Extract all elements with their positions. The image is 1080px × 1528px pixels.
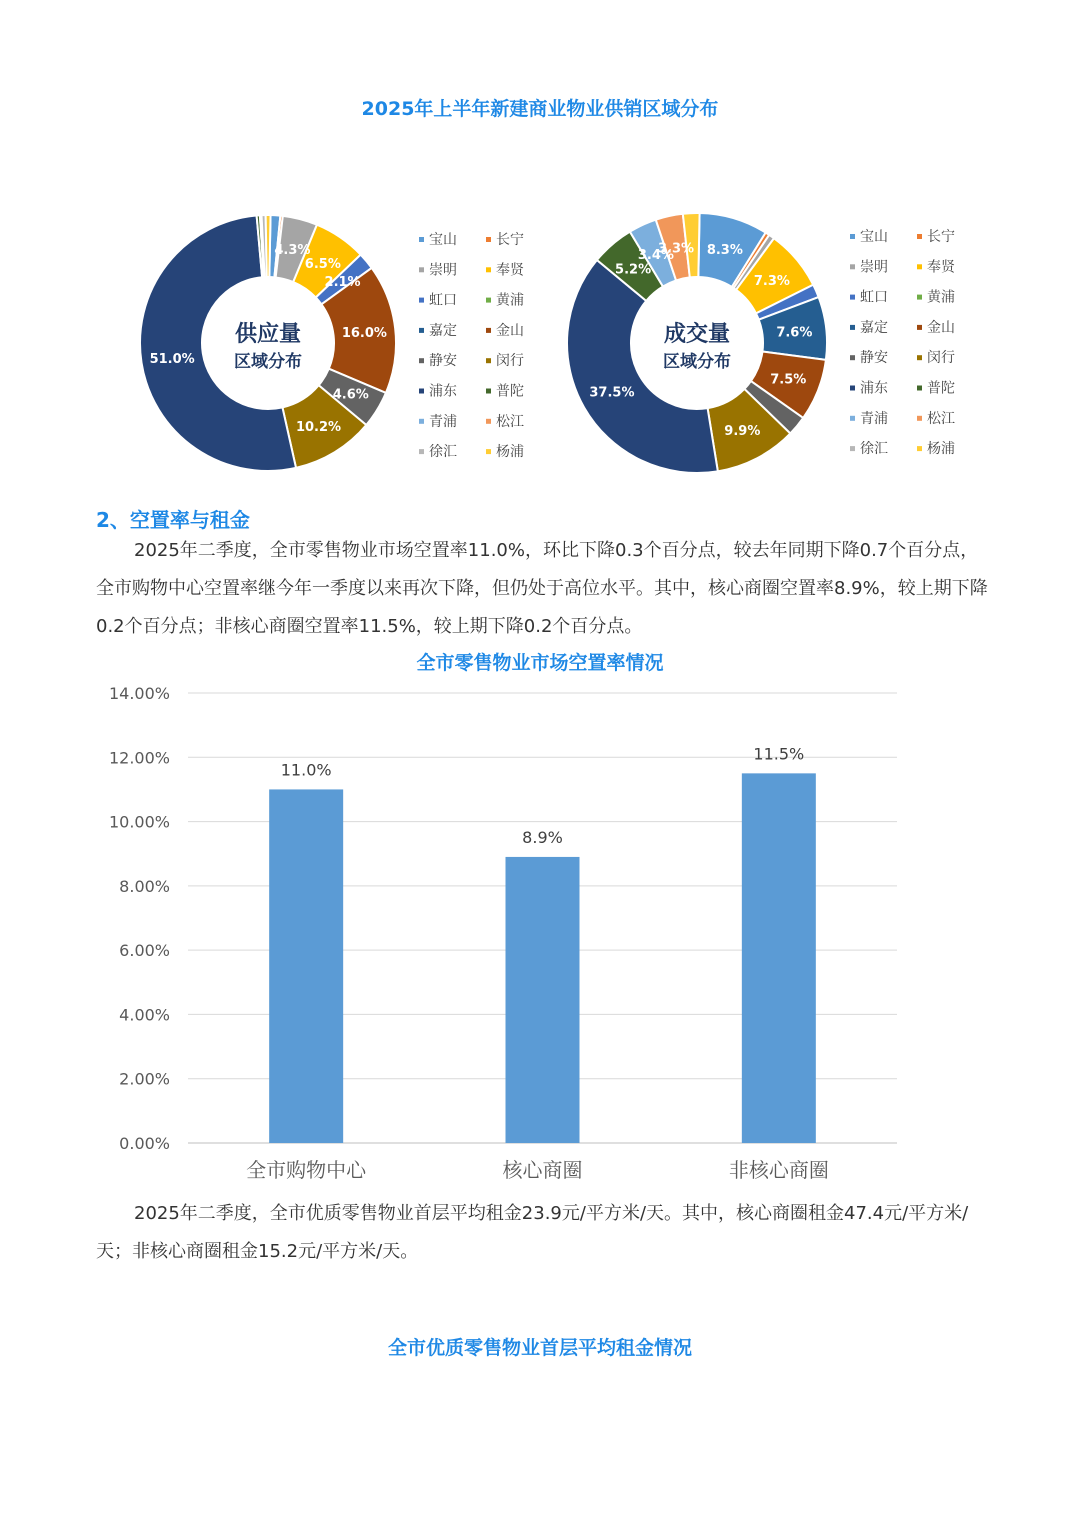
rent-paragraph-text: 2025年二季度，全市优质零售物业首层平均租金23.9元/平方米/天。其中，核心商圈租金47.4元/平方米/天；非核心商圈租金15.2元/平方米/天。 [96, 1203, 969, 1262]
supply-donut-slice-杨浦 [266, 215, 271, 277]
bar [506, 857, 580, 1143]
legend-label: 虹口 [860, 289, 888, 306]
y-tick-label: 8.00% [119, 876, 170, 896]
legend-label: 宝山 [860, 229, 888, 245]
legend-label: 闵行 [496, 353, 524, 370]
legend-label: 金山 [927, 319, 955, 336]
legend-swatch [917, 386, 922, 391]
x-category-label: 全市购物中心 [246, 1158, 367, 1182]
legend-swatch [917, 446, 922, 451]
y-tick-label: 12.00% [108, 748, 170, 768]
legend-swatch [486, 419, 491, 424]
x-category-label: 非核心商圈 [728, 1158, 829, 1182]
deal-donut [567, 213, 827, 473]
legend-label: 黄浦 [927, 289, 955, 306]
supply-donut-center-subtitle: 区域分布 [234, 352, 302, 372]
vacancy-paragraph [96, 532, 996, 646]
legend-label: 青浦 [860, 410, 888, 427]
legend-label: 静安 [429, 353, 457, 370]
legend-label: 长宁 [927, 229, 955, 245]
y-tick-label: 0.00% [119, 1134, 170, 1153]
legend-label: 长宁 [496, 232, 524, 248]
deal-donut-slice-label: 3.3% [657, 241, 695, 257]
legend-swatch [486, 389, 491, 394]
legend-swatch [850, 264, 855, 269]
legend-label: 金山 [496, 322, 524, 339]
supply-donut-slice-label: 51.0% [149, 351, 195, 367]
legend-label: 松江 [496, 413, 524, 430]
vacancy-paragraph-text: 2025年二季度，全市零售物业市场空置率11.0%，环比下降0.3个百分点，较去年同期下降0.7个百分点，全市购物中心空置率继今年一季度以来再次下降，但仍处于高位水平。其中，核心商圈空置率8.9%，较上期下降0.2个百分点；非核心商圈空置率11.5%，较上期下降0.2个百分点。 [96, 540, 988, 637]
supply-donut [140, 215, 396, 471]
legend-label: 普陀 [927, 380, 955, 397]
legend-swatch [419, 358, 424, 363]
supply-donut-slice-label: 4.6% [332, 387, 369, 403]
deal-donut-slice-label: 8.3% [706, 243, 743, 259]
legend-swatch [419, 328, 424, 333]
legend-swatch [917, 355, 922, 360]
supply-donut-slice-label: 16.0% [341, 326, 387, 342]
y-tick-label: 6.00% [119, 941, 170, 961]
legend-label: 青浦 [429, 413, 457, 430]
y-tick-label: 14.00% [108, 684, 170, 703]
legend-swatch [486, 449, 491, 454]
bar-value-label: 8.9% [522, 827, 563, 847]
legend-label: 徐汇 [860, 441, 888, 458]
legend-label: 虹口 [429, 292, 457, 309]
legend-label: 嘉定 [860, 319, 888, 336]
legend-label: 徐汇 [429, 444, 457, 461]
legend-label: 崇明 [860, 259, 888, 276]
legend-label: 浦东 [860, 380, 888, 397]
legend-label: 宝山 [429, 232, 457, 248]
legend-label: 黄浦 [496, 292, 524, 309]
legend-swatch [486, 328, 491, 333]
supply-donut-slice-label: 4.3% [274, 243, 311, 259]
y-tick-label: 4.00% [119, 1005, 170, 1025]
legend-swatch [419, 419, 424, 424]
bar-value-label: 11.5% [753, 744, 805, 764]
legend-swatch [486, 298, 491, 303]
legend-label: 奉贤 [496, 262, 524, 279]
deal-donut-slice-label: 7.5% [770, 372, 807, 388]
legend-swatch [419, 389, 424, 394]
deal-donut-slice-label: 7.6% [776, 325, 813, 341]
deal-donut-slice-label: 9.9% [724, 423, 761, 439]
x-category-label: 核心商圈 [502, 1158, 583, 1182]
legend-swatch [917, 234, 922, 239]
rent-chart-title: 全市优质零售物业首层平均租金情况 [387, 1337, 692, 1359]
supply-donut-slice-label: 2.1% [324, 274, 361, 290]
legend-swatch [917, 264, 922, 269]
bar [269, 789, 343, 1143]
y-tick-label: 10.00% [108, 812, 170, 832]
supply-donut-center-title: 供应量 [234, 322, 302, 347]
supply-donut-slice-label: 10.2% [295, 419, 342, 435]
deal-donut-slice-label: 7.3% [753, 273, 790, 289]
legend-swatch [486, 358, 491, 363]
legend-swatch [917, 416, 922, 421]
bar-chart-title: 全市零售物业市场空置率情况 [416, 652, 664, 674]
legend-swatch [486, 267, 491, 272]
deal-legend [850, 229, 956, 457]
supply-legend [419, 232, 525, 460]
legend-swatch [917, 295, 922, 300]
legend-swatch [850, 234, 855, 239]
legend-swatch [419, 298, 424, 303]
bar [742, 773, 816, 1143]
vacancy-bar-chart [0, 675, 1080, 1185]
legend-swatch [419, 267, 424, 272]
deal-donut-slice-label: 37.5% [589, 385, 635, 401]
legend-swatch [850, 295, 855, 300]
legend-swatch [917, 325, 922, 330]
deal-donut-slice-label: 3.4% [637, 248, 674, 264]
supply-donut-slice-label: 6.5% [304, 256, 341, 272]
legend-label: 松江 [927, 410, 955, 427]
legend-label: 杨浦 [496, 444, 524, 461]
deal-donut-slice-label: 5.2% [615, 262, 652, 278]
legend-swatch [419, 237, 424, 242]
legend-label: 闵行 [927, 350, 955, 367]
legend-label: 杨浦 [927, 441, 955, 458]
legend-label: 奉贤 [927, 259, 955, 276]
legend-swatch [850, 386, 855, 391]
legend-label: 嘉定 [429, 322, 457, 339]
legend-label: 浦东 [429, 383, 457, 400]
bar-value-label: 11.0% [280, 760, 332, 780]
legend-label: 崇明 [429, 262, 457, 279]
deal-donut-center-subtitle: 区域分布 [663, 352, 731, 372]
legend-label: 普陀 [496, 383, 524, 400]
legend-swatch [850, 416, 855, 421]
y-tick-label: 2.00% [119, 1069, 170, 1089]
legend-swatch [419, 449, 424, 454]
legend-swatch [850, 446, 855, 451]
legend-swatch [850, 325, 855, 330]
legend-label: 静安 [860, 350, 888, 367]
deal-donut-center-title: 成交量 [663, 322, 731, 347]
legend-swatch [850, 355, 855, 360]
legend-swatch [486, 237, 491, 242]
section-title: 2025年上半年新建商业物业供销区域分布 [361, 98, 719, 120]
rent-paragraph [96, 1195, 996, 1271]
donut-charts [0, 200, 1080, 500]
section-heading: 2、空置率与租金 [96, 508, 250, 532]
